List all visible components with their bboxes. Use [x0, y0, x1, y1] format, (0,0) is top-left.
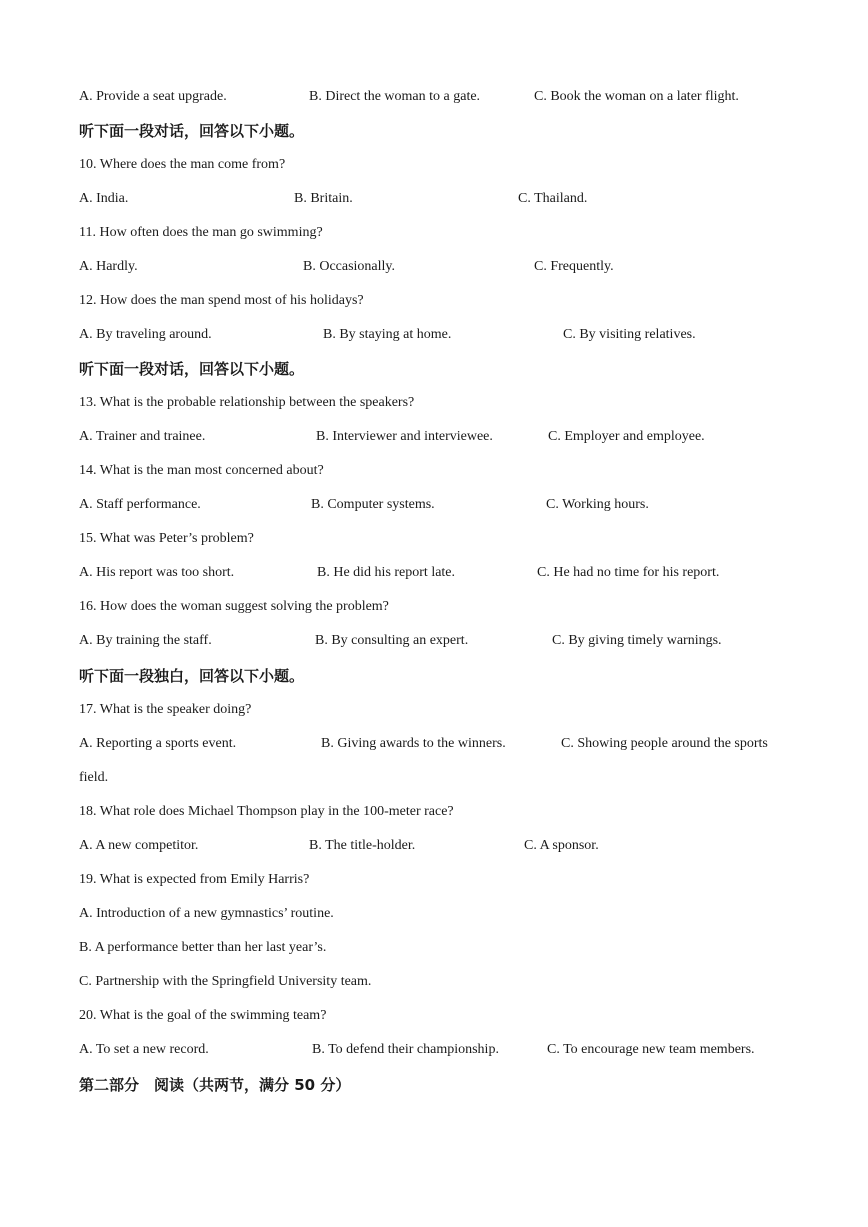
q9-option-a: A. Provide a seat upgrade. — [79, 89, 227, 104]
q14-question: 14. What is the man most concerned about? — [79, 463, 324, 478]
q11-option-c: C. Frequently. — [534, 259, 614, 274]
q12-question: 12. How does the man spend most of his holidays? — [79, 293, 364, 308]
section-heading-reading: 第二部分 阅读（共两节，满分 50 分） — [79, 1076, 351, 1094]
q10-option-c: C. Thailand. — [518, 191, 588, 206]
q16-question: 16. How does the woman suggest solving the problem? — [79, 599, 389, 614]
q9-option-b: B. Direct the woman to a gate. — [309, 89, 481, 104]
monologue-heading: 听下面一段独白，回答以下小题。 — [79, 667, 305, 685]
q14-option-a: A. Staff performance. — [79, 497, 201, 512]
q18-option-b: B. The title-holder. — [309, 838, 416, 853]
q15-question: 15. What was Peter’s problem? — [79, 531, 254, 546]
q16-option-c: C. By giving timely warnings. — [552, 633, 722, 648]
q11-option-b: B. Occasionally. — [303, 259, 396, 274]
q13-option-c: C. Employer and employee. — [548, 429, 705, 444]
q14-option-c: C. Working hours. — [546, 497, 649, 512]
q11-question: 11. How often does the man go swimming? — [79, 225, 323, 240]
q13-option-a: A. Trainer and trainee. — [79, 429, 206, 444]
q17-option-a: A. Reporting a sports event. — [79, 736, 237, 751]
q18-question: 18. What role does Michael Thompson play in the 100-meter race? — [79, 804, 454, 819]
q12-option-a: A. By traveling around. — [79, 327, 212, 342]
dialogue-heading-2: 听下面一段对话，回答以下小题。 — [79, 360, 305, 378]
q20-option-b: B. To defend their championship. — [312, 1042, 499, 1057]
q13-question: 13. What is the probable relationship between the speakers? — [79, 395, 415, 410]
q20-option-c: C. To encourage new team members. — [547, 1042, 755, 1057]
q19-option-a: A. Introduction of a new gymnastics’ routine. — [79, 906, 334, 921]
q15-option-b: B. He did his report late. — [317, 565, 456, 580]
q12-option-b: B. By staying at home. — [323, 327, 452, 342]
q20-question: 20. What is the goal of the swimming team? — [79, 1008, 327, 1023]
dialogue-heading-1: 听下面一段对话，回答以下小题。 — [79, 122, 305, 140]
q9-option-c: C. Book the woman on a later flight. — [534, 89, 739, 104]
q10-option-a: A. India. — [79, 191, 129, 206]
q17-option-c: C. Showing people around the sports — [561, 736, 768, 751]
q15-option-a: A. His report was too short. — [79, 565, 235, 580]
q20-option-a: A. To set a new record. — [79, 1042, 209, 1057]
q14-option-b: B. Computer systems. — [311, 497, 435, 512]
q10-option-b: B. Britain. — [294, 191, 353, 206]
q11-option-a: A. Hardly. — [79, 259, 138, 274]
q17-option-c-continued: field. — [79, 770, 109, 785]
q16-option-b: B. By consulting an expert. — [315, 633, 469, 648]
q15-option-c: C. He had no time for his report. — [537, 565, 720, 580]
q13-option-b: B. Interviewer and interviewee. — [316, 429, 493, 444]
q12-option-c: C. By visiting relatives. — [563, 327, 696, 342]
q16-option-a: A. By training the staff. — [79, 633, 212, 648]
q18-option-a: A. A new competitor. — [79, 838, 199, 853]
q19-question: 19. What is expected from Emily Harris? — [79, 872, 310, 887]
q18-option-c: C. A sponsor. — [524, 838, 599, 853]
q19-option-b: B. A performance better than her last year’s. — [79, 940, 327, 955]
q19-option-c: C. Partnership with the Springfield University team. — [79, 974, 372, 989]
q17-question: 17. What is the speaker doing? — [79, 702, 252, 717]
q17-option-b: B. Giving awards to the winners. — [321, 736, 506, 751]
q10-question: 10. Where does the man come from? — [79, 157, 286, 172]
